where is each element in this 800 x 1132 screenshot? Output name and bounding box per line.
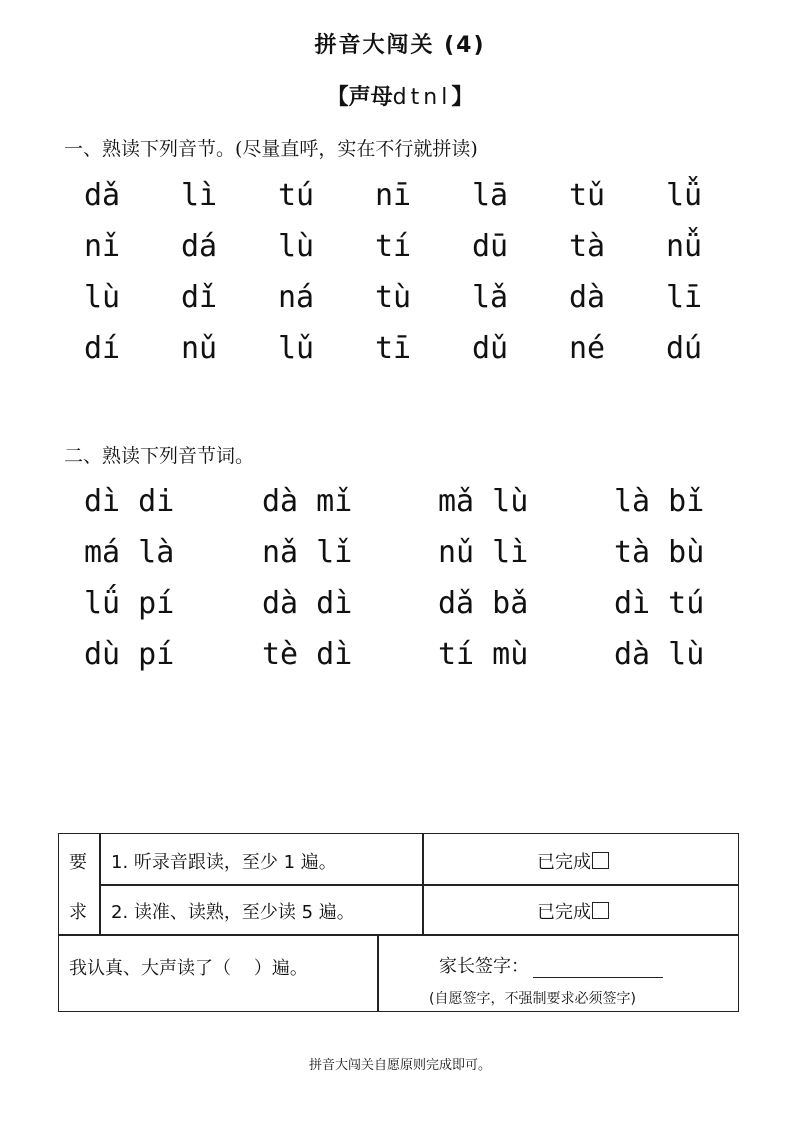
syllable: dú bbox=[666, 331, 703, 366]
syllable: lì bbox=[181, 178, 218, 213]
subtitle-close-bracket: 】 bbox=[451, 85, 474, 110]
pinyin-word: dà mǐ bbox=[262, 484, 353, 519]
syllable: nǚ bbox=[666, 229, 703, 264]
syllable: lù bbox=[278, 229, 315, 264]
syllable: lǎ bbox=[472, 280, 509, 315]
requirements-table bbox=[58, 833, 739, 1012]
syllable: tī bbox=[375, 331, 412, 366]
syllable: nǐ bbox=[84, 229, 121, 264]
syllable: lù bbox=[84, 280, 121, 315]
requirements-label-top: 要 bbox=[69, 852, 87, 873]
pinyin-word: tè dì bbox=[262, 637, 353, 672]
syllable: dǐ bbox=[181, 280, 218, 315]
signature-line[interactable] bbox=[533, 957, 663, 978]
syllable: dà bbox=[569, 280, 606, 315]
pinyin-word: nǔ lì bbox=[438, 535, 529, 570]
table-divider bbox=[377, 934, 379, 1012]
syllable: nī bbox=[375, 178, 412, 213]
subtitle-label: 声母 bbox=[348, 85, 393, 110]
syllable: dū bbox=[472, 229, 509, 264]
pinyin-word: dǎ bǎ bbox=[438, 586, 529, 621]
syllable: dá bbox=[181, 229, 218, 264]
status-label: 已完成 bbox=[537, 902, 591, 923]
pinyin-word: dì tú bbox=[614, 586, 705, 621]
syllable: dí bbox=[84, 331, 121, 366]
syllable: tà bbox=[569, 229, 606, 264]
pinyin-word: tà bù bbox=[614, 535, 705, 570]
syllable: tù bbox=[375, 280, 412, 315]
parent-signature-label: 家长签字： bbox=[439, 956, 529, 977]
requirements-label-bottom: 求 bbox=[69, 902, 87, 923]
syllable: lā bbox=[472, 178, 509, 213]
parent-signature bbox=[439, 952, 663, 978]
signature-note: (自愿签字，不强制要求必须签字) bbox=[429, 991, 636, 1007]
syllable: tú bbox=[278, 178, 315, 213]
syllable: ná bbox=[278, 280, 315, 315]
pinyin-word: dà lù bbox=[614, 637, 705, 672]
requirement-item-1: 1. 听录音跟读，至少 1 遍。 bbox=[111, 852, 337, 873]
table-divider bbox=[99, 884, 738, 886]
table-divider bbox=[59, 934, 738, 936]
pinyin-word: mǎ lù bbox=[438, 484, 529, 519]
subtitle-letters: dtnl bbox=[392, 85, 452, 110]
syllable-grid bbox=[84, 178, 744, 382]
syllable: lǚ bbox=[666, 178, 703, 213]
syllable: lī bbox=[666, 280, 703, 315]
syllable: dǔ bbox=[472, 331, 509, 366]
syllable: né bbox=[569, 331, 606, 366]
page-title: 拼音大闯关 (4) bbox=[314, 33, 486, 58]
pinyin-word: lǘ pí bbox=[84, 586, 175, 621]
subtitle-open-bracket: 【 bbox=[326, 85, 349, 110]
pinyin-word: dà dì bbox=[262, 586, 353, 621]
requirement-status-2 bbox=[537, 898, 609, 924]
status-label: 已完成 bbox=[537, 852, 591, 873]
footer-note: 拼音大闯关自愿原则完成即可。 bbox=[308, 1058, 491, 1073]
word-grid bbox=[84, 484, 744, 688]
section1-heading: 一、熟读下列音节。(尽量直呼，实在不行就拼读) bbox=[64, 138, 478, 160]
read-count-text: 我认真、大声读了（ ）遍。 bbox=[69, 958, 308, 979]
syllable: tí bbox=[375, 229, 412, 264]
pinyin-word: dù pí bbox=[84, 637, 175, 672]
pinyin-word: dì di bbox=[84, 484, 175, 519]
pinyin-word: tí mù bbox=[438, 637, 529, 672]
syllable: dǎ bbox=[84, 178, 121, 213]
pinyin-word: má là bbox=[84, 535, 175, 570]
syllable: tǔ bbox=[569, 178, 606, 213]
section2-heading: 二、熟读下列音节词。 bbox=[64, 445, 255, 467]
pinyin-word: là bǐ bbox=[614, 484, 705, 519]
syllable: nǔ bbox=[181, 331, 218, 366]
completion-checkbox[interactable] bbox=[592, 852, 609, 869]
page-subtitle bbox=[0, 80, 800, 111]
requirement-item-2: 2. 读准、读熟，至少读 5 遍。 bbox=[111, 902, 355, 923]
pinyin-word: nǎ lǐ bbox=[262, 535, 353, 570]
completion-checkbox[interactable] bbox=[592, 902, 609, 919]
syllable: lǔ bbox=[278, 331, 315, 366]
requirement-status-1 bbox=[537, 848, 609, 874]
